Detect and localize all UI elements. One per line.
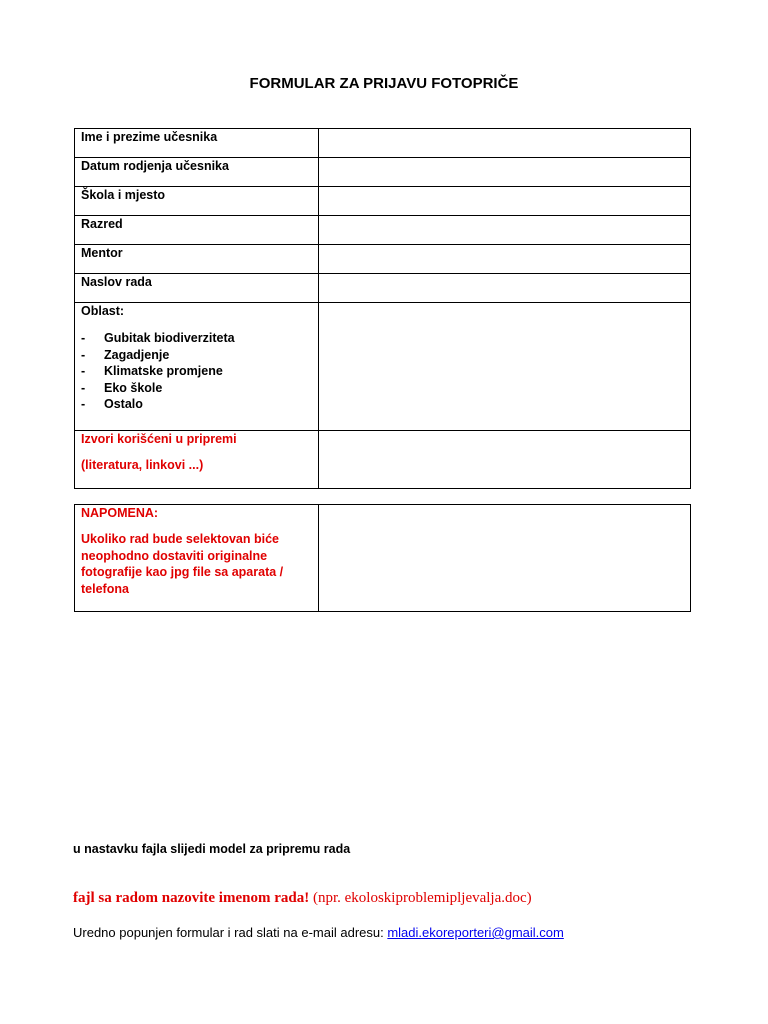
note-label-cell [75,505,319,612]
list-item: - Gubitak biodiverziteta [81,331,235,345]
form-row-grade [75,216,691,245]
send-instruction [73,925,564,940]
grade-field[interactable] [319,216,691,245]
note-text: Ukoliko rad bude selektovan biće neophodno dostaviti originalne fotografije kao jpg file sa aparata / telefona [81,532,284,596]
work-title-field[interactable] [319,274,691,303]
application-form-table [74,128,691,489]
area-label: Oblast: [81,304,125,318]
row-label: Mentor [75,245,319,274]
form-row-birthdate [75,158,691,187]
participant-name-field[interactable] [319,129,691,158]
row-label: Razred [75,216,319,245]
email-link[interactable]: mladi.ekoreporteri@gmail.com [387,925,564,940]
mentor-field[interactable] [319,245,691,274]
area-label-cell [75,303,319,431]
birthdate-field[interactable] [319,158,691,187]
note-heading: NAPOMENA: [81,506,159,520]
form-title: FORMULAR ZA PRIJAVU FOTOPRIČE [249,75,519,92]
form-row-school [75,187,691,216]
continuation-note: u nastavku fajla slijedi model za pripremu rada [73,842,351,856]
row-label: Škola i mjesto [75,187,319,216]
row-label: Naslov rada [75,274,319,303]
send-text: Uredno popunjen formular i rad slati na e-mail adresu: [73,925,388,940]
form-row-mentor [75,245,691,274]
form-row-title [75,274,691,303]
school-field[interactable] [319,187,691,216]
list-item: - Ostalo [81,397,143,411]
list-item: - Klimatske promjene [81,364,223,378]
sources-label: Izvori korišćeni u pripremi [81,432,237,446]
filename-instruction [73,890,532,907]
sources-label-cell [75,431,319,489]
note-row [75,505,691,612]
list-item: - Eko škole [81,380,163,395]
row-label: Ime i prezime učesnika [75,129,319,158]
filename-example: (npr. ekoloskiproblemipljevalja.doc) [309,890,532,906]
form-row-sources [75,431,691,489]
note-field[interactable] [319,505,691,612]
sources-field[interactable] [319,431,691,489]
list-item: - Zagadjenje [81,347,170,362]
note-table [74,504,691,612]
form-row-name [75,129,691,158]
sources-hint: (literatura, linkovi ...) [81,458,204,472]
form-row-area [75,303,691,431]
row-label: Datum rodjenja učesnika [75,158,319,187]
area-list [81,330,312,413]
filename-instruction-bold: fajl sa radom nazovite imenom rada! [73,890,310,906]
area-field[interactable] [319,303,691,431]
